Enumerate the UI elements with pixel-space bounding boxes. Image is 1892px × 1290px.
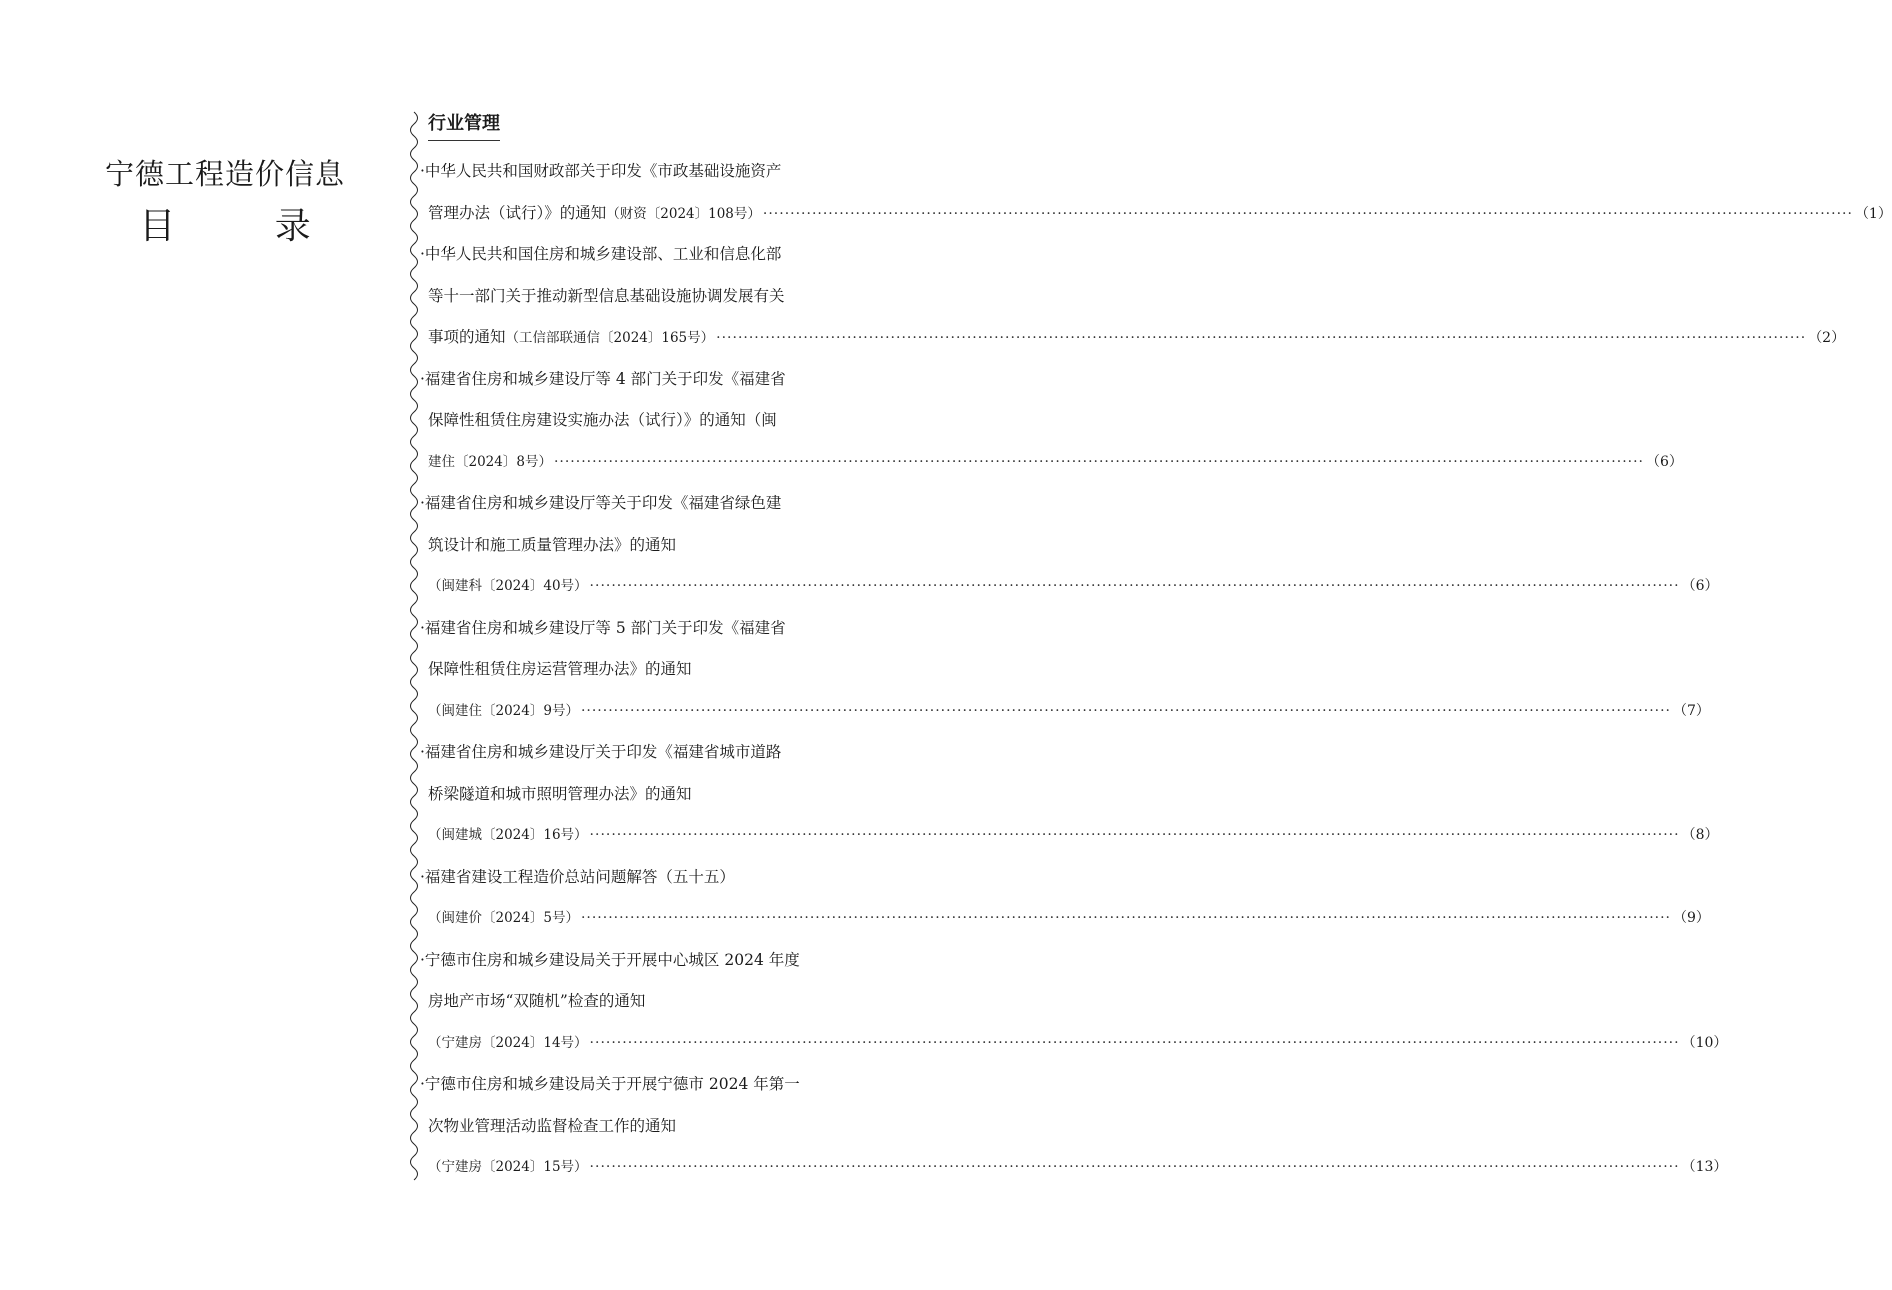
entry-title-line: 事项的通知 — [428, 328, 506, 346]
entry-reference-line — [428, 193, 1892, 235]
entry-title-line: ·宁德市住房和城乡建设局关于开展中心城区 2024 年度 — [420, 950, 800, 969]
toc-entry[interactable] — [420, 483, 1719, 608]
leader-dots: ········································································································································································································ — [716, 330, 1807, 346]
entry-title-line: 桥梁隧道和城市照明管理办法》的通知 — [428, 784, 692, 803]
document-number: （宁建房〔2024〕15号） — [428, 1159, 588, 1175]
page-number: （1） — [1854, 205, 1892, 222]
document-title-block — [60, 152, 390, 254]
leader-dots: ········································································································································································································ — [589, 1159, 1680, 1175]
toc-entry[interactable] — [420, 151, 1892, 234]
entry-reference-line — [428, 691, 1710, 733]
toc-entry[interactable] — [420, 608, 1710, 733]
toc-entry[interactable] — [420, 940, 1728, 1065]
leader-dots: ········································································································································································································ — [580, 702, 1671, 719]
entry-reference-line — [428, 815, 1719, 857]
toc-entry[interactable] — [420, 857, 1710, 940]
entry-title-line: ·福建省住房和城乡建设厅等关于印发《福建省绿色建 — [420, 494, 782, 512]
toc-entries — [420, 151, 1892, 1189]
page-number: （8） — [1681, 827, 1719, 843]
document-number: （工信部联通信〔2024〕165号） — [505, 330, 715, 346]
entry-reference-line — [428, 442, 1683, 484]
leader-dots: ········································································································································································································ — [589, 827, 1680, 843]
entry-title-line: ·福建省住房和城乡建设厅等 5 部门关于印发《福建省 — [420, 618, 786, 637]
table-of-contents — [420, 108, 1892, 1189]
toc-entry[interactable] — [420, 1064, 1728, 1189]
toc-entry[interactable] — [420, 234, 1846, 359]
document-number: （宁建房〔2024〕14号） — [428, 1034, 588, 1051]
document-number: （闽建科〔2024〕40号） — [428, 578, 588, 594]
page-number: （6） — [1681, 578, 1719, 594]
leader-dots: ········································································································································································································ — [580, 910, 1671, 926]
document-number: 建住〔2024〕8号） — [428, 453, 552, 470]
entry-title-line: ·福建省住房和城乡建设厅等 4 部门关于印发《福建省 — [420, 369, 786, 388]
entry-reference-line — [428, 898, 1710, 940]
section-heading: 行业管理 — [428, 108, 500, 141]
toc-entry[interactable] — [420, 359, 1683, 484]
entry-title-line: 等十一部门关于推动新型信息基础设施协调发展有关 — [428, 286, 785, 305]
page-number: （2） — [1808, 330, 1846, 346]
toc-entry[interactable] — [420, 732, 1719, 857]
entry-title-line: 房地产市场“双随机”检查的通知 — [428, 992, 646, 1010]
page-number: （13） — [1681, 1159, 1728, 1175]
leader-dots: ········································································································································································································ — [589, 1034, 1680, 1051]
document-title: 宁德工程造价信息 — [104, 157, 345, 191]
entry-reference-line — [428, 1023, 1728, 1065]
entry-title-line: 管理办法（试行）》的通知 — [428, 203, 607, 222]
leader-dots: ········································································································································································································ — [762, 205, 1853, 222]
entry-reference-line — [428, 566, 1719, 608]
entry-title-line: 保障性租赁住房运营管理办法》的通知 — [428, 660, 692, 678]
entry-title-line: ·中华人民共和国住房和城乡建设部、工业和信息化部 — [420, 245, 782, 263]
document-number: （财资〔2024〕108号） — [606, 205, 761, 222]
page-number: （10） — [1681, 1034, 1728, 1051]
entry-title-line: 次物业管理活动监督检查工作的通知 — [428, 1116, 677, 1135]
page-number: （7） — [1673, 702, 1710, 719]
entry-title-line: ·中华人民共和国财政部关于印发《市政基础设施资产 — [420, 162, 782, 180]
entry-title-line: ·福建省住房和城乡建设厅关于印发《福建省城市道路 — [420, 743, 782, 761]
leader-dots: ········································································································································································································ — [553, 453, 1644, 470]
entry-title-line: ·福建省建设工程造价总站问题解答（五十五） — [420, 867, 735, 886]
page-number: （6） — [1646, 453, 1683, 470]
entry-title-line: ·宁德市住房和城乡建设局关于开展宁德市 2024 年第一 — [420, 1075, 800, 1093]
entry-title-line: 筑设计和施工质量管理办法》的通知 — [428, 535, 677, 554]
document-number: （闽建住〔2024〕9号） — [428, 702, 579, 719]
leader-dots: ········································································································································································································ — [589, 578, 1680, 594]
contents-heading: 目 录 — [139, 206, 355, 247]
entry-reference-line — [428, 317, 1846, 359]
entry-reference-line — [428, 1147, 1728, 1189]
document-number: （闽建城〔2024〕16号） — [428, 827, 588, 843]
page-number: （9） — [1673, 910, 1710, 926]
entry-title-line: 保障性租赁住房建设实施办法（试行）》的通知（闽 — [428, 411, 777, 429]
document-number: （闽建价〔2024〕5号） — [428, 910, 579, 926]
